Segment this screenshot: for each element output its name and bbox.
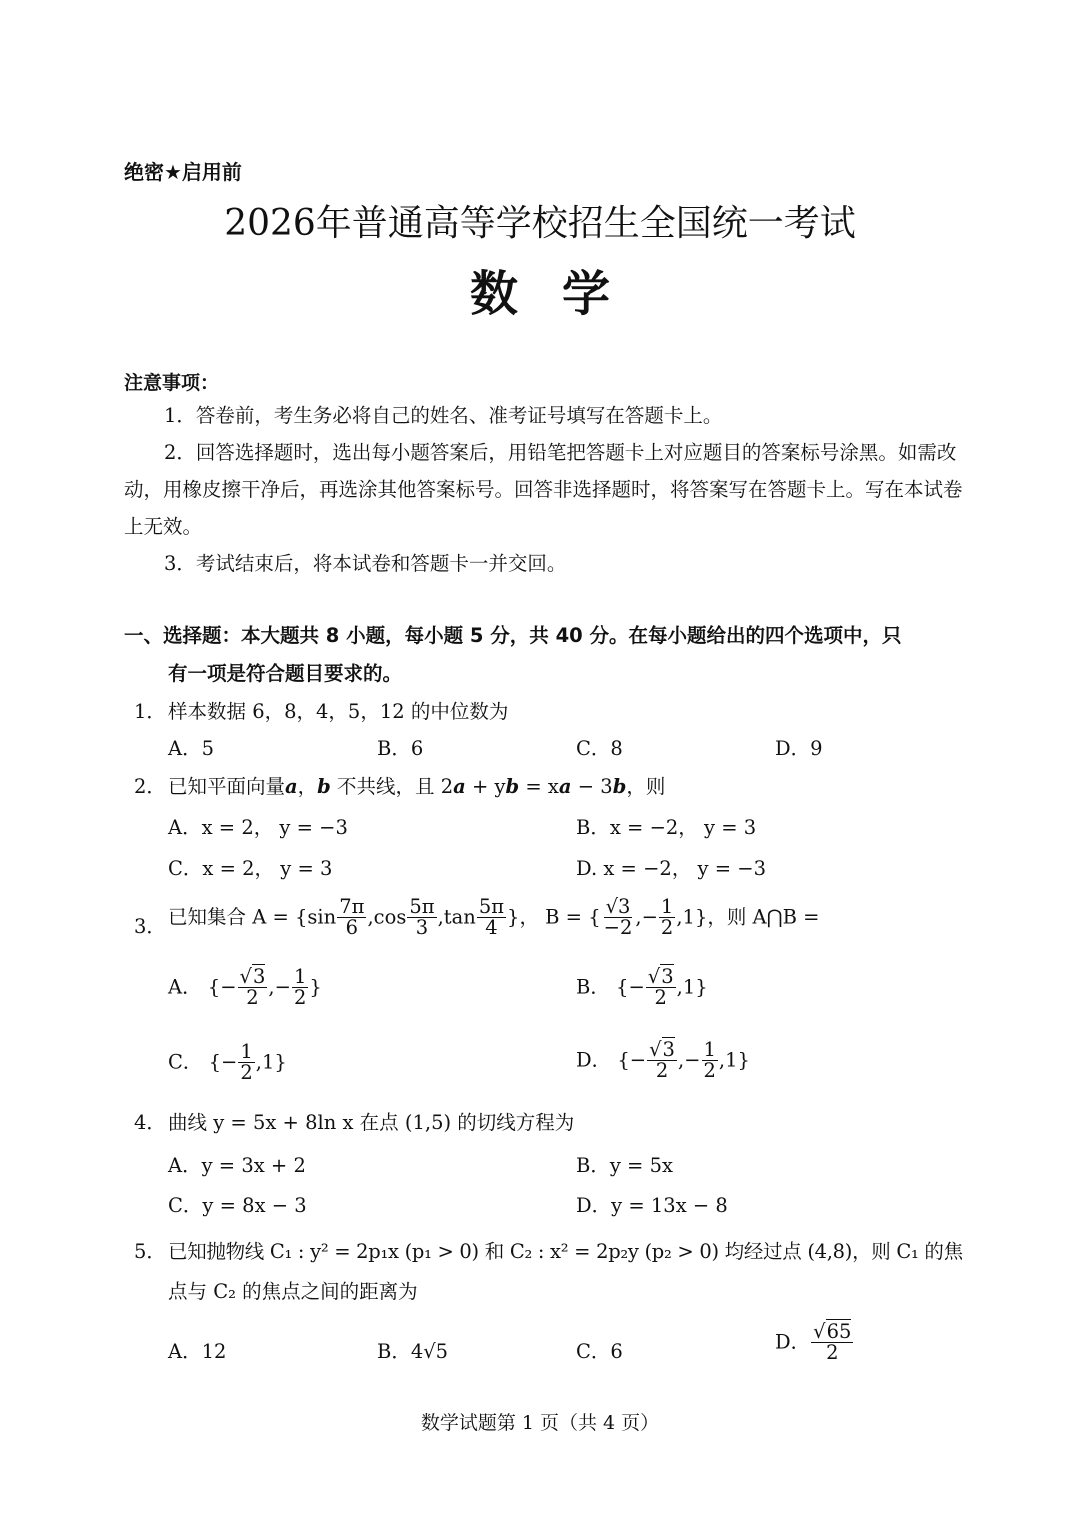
fraction-numerator: 7π <box>339 895 365 918</box>
question-stem-continued: 点与 C₂ 的焦点之间的距离为 <box>168 1280 418 1303</box>
notice-list <box>124 397 974 582</box>
stem-text: ,1}，则 A⋂B = <box>676 905 820 929</box>
brace: ,1} <box>676 975 708 999</box>
fraction <box>477 897 506 939</box>
fraction <box>646 967 676 1009</box>
fraction-numerator: √3 <box>605 895 631 918</box>
option-d <box>576 1040 750 1082</box>
fraction-numerator: 5π <box>478 895 505 918</box>
fraction-numerator: 1 <box>703 1038 716 1061</box>
stem-text: ， <box>297 775 318 798</box>
fraction-denominator: 2 <box>246 986 259 1010</box>
question-number: 5． <box>134 1240 166 1263</box>
option-a: A．12 <box>168 1340 227 1363</box>
fraction-numerator: 1 <box>240 1040 253 1063</box>
question-stem: 已知抛物线 C₁ : y² = 2p₁x (p₁ > 0) 和 C₂ : x² = 2p₂y (p₂ > 0) 均经过点 (4,8)，则 C₁ 的焦 <box>168 1240 963 1263</box>
fraction-numerator: 5π <box>409 895 435 918</box>
option-b: B．y = 5x <box>576 1154 673 1177</box>
option-a: A．x = 2， y = −3 <box>168 816 348 839</box>
question-stem: 样本数据 6，8，4，5，12 的中位数为 <box>168 700 509 723</box>
fraction-denominator: 3 <box>415 916 429 940</box>
brace: {− <box>207 975 237 999</box>
option-d <box>775 1322 854 1364</box>
stem-text: ，则 <box>626 775 666 798</box>
stem-text: 已知平面向量 <box>168 775 286 798</box>
notice-item-2: 2．回答选择题时，选出每小题答案后，用铅笔把答题卡上对应题目的答案标号涂黑。如需改动，用橡皮擦干净后，再选涂其他答案标号。回答非选择题时，将答案写在答题卡上。写在本试卷上无效。 <box>124 441 963 538</box>
fraction-denominator: 2 <box>703 1059 716 1083</box>
vector-a: a <box>453 775 466 798</box>
option-a <box>168 967 322 1009</box>
notice-item-3: 3．考试结束后，将本试卷和答题卡一并交回。 <box>164 552 567 575</box>
brace: {− <box>616 975 645 999</box>
vector-a: a <box>558 775 572 798</box>
question-stem <box>168 897 820 939</box>
option-label: D． <box>576 1048 612 1072</box>
option-b <box>576 967 708 1009</box>
brace: ,1} <box>718 1048 750 1072</box>
option-label: D． <box>775 1330 811 1354</box>
fraction-denominator: 2 <box>293 986 307 1010</box>
stem-text: ,cos <box>367 905 407 929</box>
vector-b: b <box>505 775 520 798</box>
page-footer: 数学试题第 1 页（共 4 页） <box>420 1412 660 1434</box>
question-stem: 曲线 y = 5x + 8ln x 在点 (1,5) 的切线方程为 <box>168 1111 575 1134</box>
fraction <box>238 1042 254 1084</box>
radicand: 65 <box>826 1320 852 1343</box>
fraction <box>647 1040 677 1082</box>
separator: ,− <box>268 975 291 999</box>
question-number: 1． <box>134 700 166 723</box>
subject-title: 数学 <box>469 266 654 322</box>
fraction-denominator: 2 <box>826 1341 839 1365</box>
fraction <box>702 1040 718 1082</box>
fraction-numerator: 1 <box>293 965 307 988</box>
fraction-numerator: √3 <box>649 1038 675 1061</box>
option-c: C．6 <box>576 1340 623 1363</box>
option-label: A． <box>168 975 202 999</box>
option-d: D．y = 13x − 8 <box>576 1194 728 1217</box>
option-label: B． <box>576 975 610 999</box>
fraction <box>337 897 366 939</box>
vector-a: a <box>285 775 298 798</box>
fraction-numerator: 1 <box>660 895 674 918</box>
option-b: B．x = −2， y = 3 <box>576 816 757 839</box>
fraction-numerator: √65 <box>813 1320 852 1343</box>
exam-title: 2026年普通高等学校招生全国统一考试 <box>224 203 856 244</box>
confidential-mark: 绝密★启用前 <box>124 160 242 184</box>
question-number: 3． <box>134 915 166 938</box>
fraction <box>407 897 436 939</box>
option-b: B．4√5 <box>377 1340 449 1363</box>
section-heading-line2: 有一项是符合题目要求的。 <box>168 662 403 685</box>
stem-text: − 3 <box>571 775 613 798</box>
fraction-denominator: 2 <box>655 1059 669 1083</box>
stem-text: + y <box>465 775 506 798</box>
option-c: C．x = 2， y = 3 <box>168 857 333 880</box>
stem-text: }， B = { <box>507 905 601 929</box>
notice-heading: 注意事项： <box>124 372 220 394</box>
fraction-denominator: −2 <box>603 916 633 940</box>
brace: {− <box>617 1048 647 1072</box>
brace: {− <box>208 1050 238 1074</box>
radicand: 3 <box>662 1038 675 1061</box>
question-stem <box>168 771 665 799</box>
fraction-denominator: 6 <box>345 916 359 940</box>
stem-text: 已知集合 A = {sin <box>168 905 337 929</box>
brace: ,1} <box>255 1050 287 1074</box>
section-heading <box>124 617 974 693</box>
stem-text: ,tan <box>437 905 476 929</box>
radicand: 3 <box>252 965 266 988</box>
option-c: C．8 <box>576 737 623 760</box>
vector-b: b <box>612 775 627 798</box>
fraction <box>659 897 675 939</box>
fraction-numerator: √3 <box>647 965 674 988</box>
fraction-denominator: 2 <box>654 986 667 1010</box>
stem-text: = x <box>519 775 559 798</box>
stem-text: ,− <box>635 905 658 929</box>
notice-item-1: 1．答卷前，考生务必将自己的姓名、准考证号填写在答题卡上。 <box>164 404 723 427</box>
option-label: C． <box>168 1050 203 1074</box>
question-number: 2． <box>134 775 166 798</box>
option-b: B．6 <box>377 737 424 760</box>
option-c: C．y = 8x − 3 <box>168 1194 307 1217</box>
fraction-denominator: 2 <box>660 916 674 940</box>
option-c <box>168 1042 287 1084</box>
option-a: A．5 <box>168 737 214 760</box>
fraction <box>811 1322 853 1364</box>
fraction <box>292 967 308 1009</box>
fraction-numerator: √3 <box>239 965 266 988</box>
radicand: 3 <box>661 965 674 988</box>
vector-b: b <box>317 775 331 798</box>
question-number: 4． <box>134 1111 166 1134</box>
option-a: A．y = 3x + 2 <box>168 1154 306 1177</box>
fraction <box>238 967 268 1009</box>
option-d: D．9 <box>775 737 823 760</box>
fraction-denominator: 2 <box>240 1061 253 1085</box>
section-heading-line1: 一、选择题：本大题共 8 小题，每小题 5 分，共 40 分。在每小题给出的四个选项中，只 <box>124 624 902 647</box>
fraction <box>602 897 635 939</box>
separator: ,− <box>677 1048 701 1072</box>
stem-text: 不共线，且 2 <box>330 775 454 798</box>
fraction-denominator: 4 <box>485 916 498 940</box>
brace: } <box>309 975 322 999</box>
option-d: D. x = −2， y = −3 <box>576 857 767 880</box>
